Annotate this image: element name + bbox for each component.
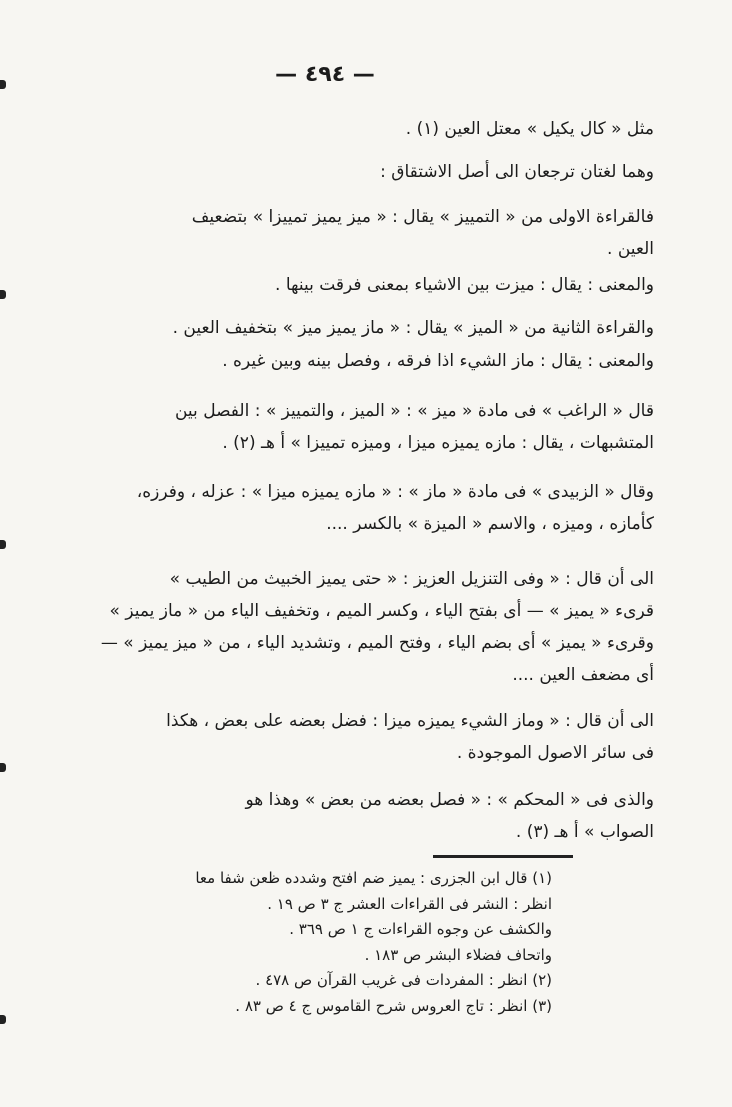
- footnotes: [92, 866, 552, 1019]
- text-line: وقال « الزبيدى » فى مادة « ماز » : « مازه يميزه ميزا » : عزله ، وفرزه،: [136, 482, 654, 502]
- paragraph-6: [54, 345, 654, 377]
- scan-edge-mark: [0, 1015, 6, 1024]
- paragraph-4: [54, 269, 654, 301]
- paragraph-1: [54, 113, 654, 145]
- scan-edge-mark: [0, 763, 6, 772]
- text-line: قال « الراغب » فى مادة « ميز » : « الميز ، والتمييز » : الفصل بين: [174, 401, 654, 421]
- scan-edge-mark: [0, 540, 6, 549]
- paragraph-2: [54, 156, 654, 188]
- paragraph-7: [54, 395, 654, 459]
- footnote-line: انظر : النشر فى القراءات العشر ج ٣ ص ١٩ .: [267, 894, 552, 913]
- footnote-line: (٣) انظر : تاج العروس شرح القاموس ج ٤ ص ٨٣ .: [235, 996, 552, 1015]
- footnote-divider: [433, 855, 573, 858]
- paragraph-8: [54, 476, 654, 540]
- text-line: فى سائر الاصول الموجودة .: [456, 743, 654, 763]
- paragraph-10: [54, 705, 654, 769]
- text-line: فالقراءة الاولى من « التمييز » يقال : « ميز يميز تمييزا » بتضعيف: [191, 207, 654, 227]
- footnote-line: (١) قال ابن الجزرى : يميز ضم افتح وشدده ظعن شفا معا: [195, 869, 552, 887]
- text-line: قرىء « يميز » — أى بفتح الياء ، وكسر الميم ، وتخفيف الياء من « ماز يميز »: [109, 601, 654, 621]
- text-line: الصواب » أ هـ (٣) .: [515, 822, 654, 842]
- text-line: الى أن قال : « وماز الشيء يميزه ميزا : فضل بعضه على بعض ، هكذا: [166, 711, 654, 731]
- text-line: والمعنى : يقال : ميزت بين الاشياء بمعنى فرقت بينها .: [275, 275, 654, 295]
- page-number: — ٤٩٤ —: [275, 62, 375, 87]
- text-line: وقرىء « يميز » أى بضم الياء ، وفتح الميم ، وتشديد الياء ، من « ميز يميز » —: [100, 633, 654, 653]
- footnote-line: (٢) انظر : المفردات فى غريب القرآن ص ٤٧٨ .: [255, 971, 552, 989]
- paragraph-3: [54, 201, 654, 265]
- text-line: المتشبهات ، يقال : مازه يميزه ميزا ، وميزه تمييزا » أ هـ (٢) .: [222, 433, 654, 453]
- text-line: أى مضعف العين ....: [512, 665, 654, 685]
- text-line: مثل « كال يكيل » معتل العين (١) .: [405, 119, 654, 139]
- text-line: والذى فى « المحكم » : « فصل بعضه من بعض » وهذا هو: [245, 790, 654, 810]
- text-line: وهما لغتان ترجعان الى أصل الاشتقاق :: [380, 162, 654, 182]
- paragraph-9: [54, 563, 654, 691]
- footnote-line: واتحاف فضلاء البشر ص ١٨٣ .: [364, 945, 552, 964]
- text-line: كأمازه ، وميزه ، والاسم « الميزة » بالكسر ....: [326, 514, 654, 534]
- scan-edge-mark: [0, 290, 6, 299]
- text-line: الى أن قال : « وفى التنزيل العزيز : « حتى يميز الخبيث من الطيب »: [169, 569, 654, 589]
- text-line: والقراءة الثانية من « الميز » يقال : « ماز يميز ميز » بتخفيف العين .: [172, 318, 654, 338]
- text-line: والمعنى : يقال : ماز الشيء اذا فرقه ، وفصل بينه وبين غيره .: [222, 351, 654, 371]
- footnote-line: والكشف عن وجوه القراءات ج ١ ص ٣٦٩ .: [289, 920, 552, 938]
- paragraph-5: [54, 312, 654, 344]
- text-line: العين .: [607, 239, 654, 259]
- scan-edge-mark: [0, 80, 6, 89]
- paragraph-11: [54, 784, 654, 848]
